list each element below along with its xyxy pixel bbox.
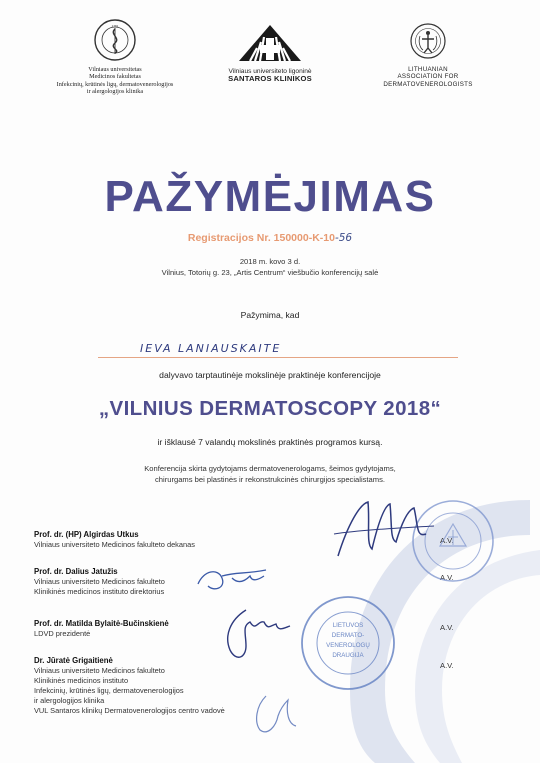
- signer-name: Prof. dr. Dalius Jatužis: [34, 567, 118, 576]
- recipient-name: IEVA LANIAUSKAITE: [140, 342, 282, 355]
- lad-emblem-icon: [409, 22, 447, 60]
- signature-bylaite: [216, 606, 296, 666]
- signer-role: VUL Santaros klinikų Dermatovenerologijos centro vadovė: [34, 706, 225, 715]
- audience-line: chirurgams bei plastinės ir rekonstrukcinės chirurgijos specialistams.: [154, 475, 385, 484]
- santaros-subtitle: Vilniaus universiteto ligoninė: [228, 68, 312, 75]
- date: 2018 m. kovo 3 d.: [239, 257, 301, 266]
- av-marker: A.V.: [440, 573, 454, 582]
- right-logo-line: LITHUANIAN: [408, 66, 448, 73]
- vu-medicine-seal-icon: [93, 18, 137, 62]
- signer-role: Infekcinių, krūtinės ligų, dermatovenerologijos: [34, 686, 184, 695]
- left-logo-line: Medicinos fakultetas: [89, 73, 141, 81]
- event-title: „VILNIUS DERMATOSCOPY 2018“: [98, 397, 442, 420]
- stamp-line: DRAUGIJA: [332, 652, 364, 659]
- signer-role: Klinikinės medicinos instituto: [34, 676, 129, 685]
- left-logo-line: Vilniaus universitetas: [88, 66, 142, 73]
- santaros-name: SANTAROS KLINIKOS: [228, 74, 312, 84]
- stamp-line: VENEROLOGŲ: [326, 642, 370, 649]
- signer-name: Dr. Jūratė Grigaitienė: [34, 656, 113, 665]
- signer-role: Vilniaus universiteto Medicinos fakulteto: [34, 577, 165, 586]
- signature-utkus: [330, 494, 440, 564]
- av-marker: A.V.: [440, 623, 454, 632]
- signature-jatuzis: [192, 562, 272, 598]
- signer-role: Klinikinės medicinos instituto direktorius: [34, 587, 165, 596]
- signer-role: Vilniaus universiteto Medicinos fakulteto: [34, 666, 165, 675]
- date-venue: [0, 256, 540, 278]
- certificate-title: PAŽYMĖJIMAS: [104, 172, 436, 221]
- stamp-line: LIETUVOS: [332, 622, 364, 629]
- vu-medicine-logo: [50, 18, 180, 96]
- right-logo-line: ASSOCIATION FOR: [397, 73, 459, 81]
- signer-grigaitiene: [34, 656, 225, 716]
- registration-number: [0, 232, 540, 244]
- santaros-klinikos-logo: [205, 24, 335, 83]
- recipient-underline: [98, 357, 458, 358]
- signer-role: ir alergologijos klinika: [34, 696, 105, 705]
- signer-jatuzis: [34, 567, 165, 597]
- right-logo-line: DERMATOVENEROLOGISTS: [383, 80, 473, 88]
- av-marker: A.V.: [440, 661, 454, 670]
- signature-grigaitiene: [246, 690, 306, 740]
- ldvd-stamp: [298, 593, 398, 693]
- svg-text:1781: 1781: [111, 24, 119, 28]
- av-marker: A.V.: [440, 536, 454, 545]
- santaros-hospital-emblem-icon: [237, 24, 303, 62]
- completion-statement: ir išklausė 7 valandų mokslinės praktinės programos kursą.: [157, 437, 383, 447]
- certify-statement: Pažymima, kad: [240, 310, 300, 320]
- signer-role: Vilniaus universiteto Medicinos fakulteto dekanas: [34, 540, 195, 549]
- signer-bylaite: [34, 619, 169, 639]
- audience-note: [0, 463, 540, 485]
- signer-name: Prof. dr. Matilda Bylaitė-Bučinskienė: [34, 619, 169, 628]
- registration-handwritten: -56: [334, 232, 353, 244]
- stamp-line: DERMATO-: [331, 632, 365, 639]
- participation-statement: dalyvavo tarptautinėje mokslinėje praktinėje konferencijoje: [159, 370, 381, 380]
- registration-label: Registracijos Nr. 150000-K-10: [187, 232, 335, 244]
- left-logo-line: ir alergologijos klinika: [86, 88, 144, 96]
- signer-role: LDVD prezidentė: [34, 629, 91, 638]
- signer-name: Prof. dr. (HP) Algirdas Utkus: [34, 530, 139, 539]
- left-logo-line: Infekcinių, krūtinės ligų, dermatovenerologijos: [56, 80, 174, 88]
- audience-line: Konferencija skirta gydytojams dermatovenerologams, šeimos gydytojams,: [144, 464, 396, 473]
- signer-utkus: [34, 530, 195, 550]
- lad-logo: [368, 22, 488, 88]
- venue: Vilnius, Totorių g. 23, „Artis Centrum“ viešbučio konferencijų salė: [161, 268, 379, 277]
